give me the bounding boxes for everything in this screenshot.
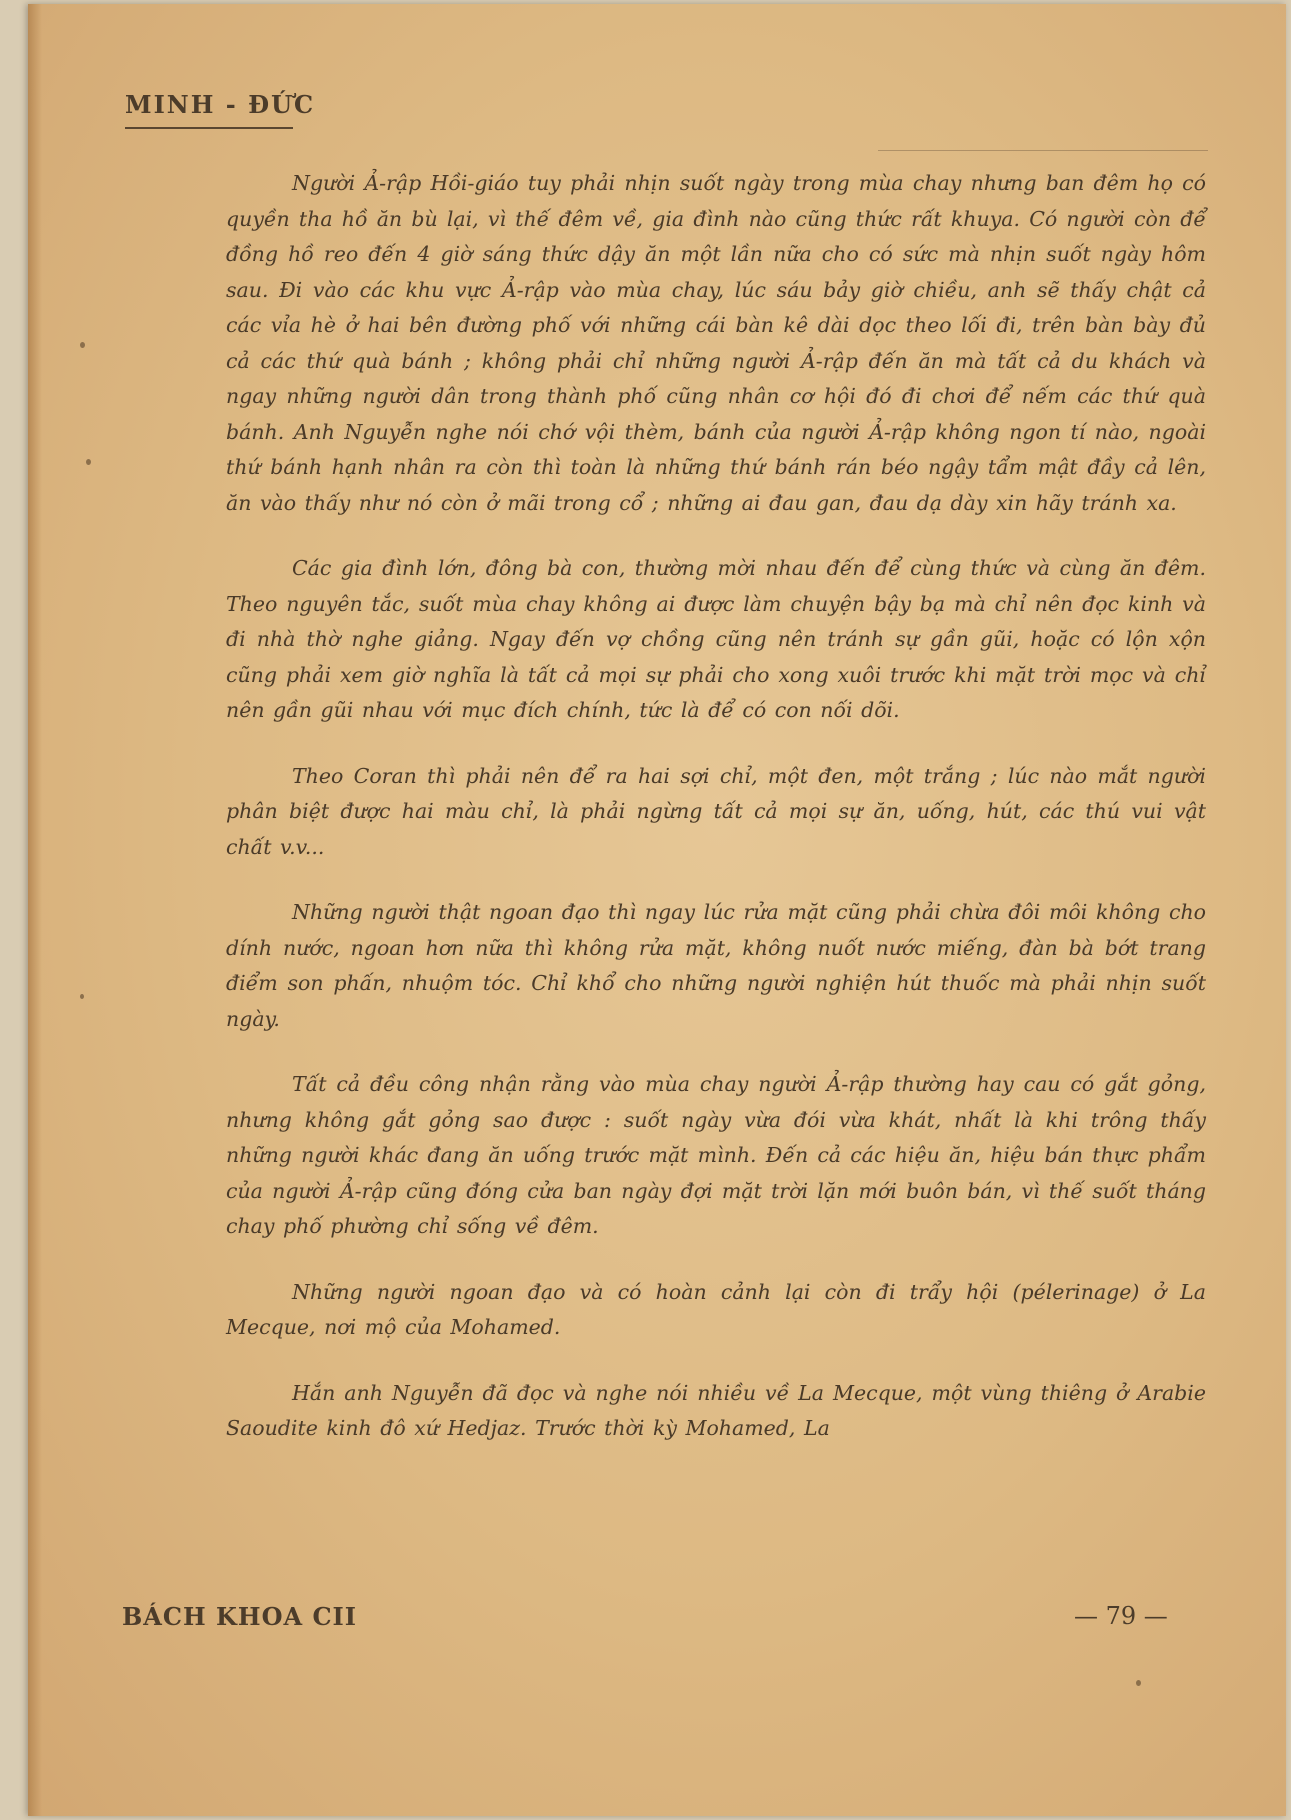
footer-page-number: — 79 — [1074, 1602, 1168, 1630]
paragraph: Người Ả-rập Hồi-giáo tuy phải nhịn suốt ngày trong mùa chay nhưng ban đêm họ có quyền tha hồ ăn bù lại, vì thế đêm về, gia đình nào cũng thức rất khuya. Có người còn để đồng hồ reo đến 4 giờ sáng thức dậy ăn một lần nữa cho có sức mà nhịn suốt ngày hôm sau. Đi vào các khu vực Ả-rập vào mùa chay, lúc sáu bảy giờ chiều, anh sẽ thấy chật cả các vỉa hè ở hai bên đường phố với những cái bàn kê dài dọc theo lối đi, trên bàn bày đủ cả các thứ quà bánh ; không phải chỉ những người Ả-rập đến ăn mà tất cả du khách và ngay những người dân trong thành phố cũng nhân cơ hội đó đi chơi để nếm các thứ quà bánh. Anh Nguyễn nghe nói chớ vội thèm, bánh của người Ả-rập không ngon tí nào, ngoài thứ bánh hạnh nhân ra còn thì toàn là những thứ bánh rán béo ngậy tẩm mật đầy cả lên, ăn vào thấy như nó còn ở mãi trong cổ ; những ai đau gan, đau dạ dày xin hãy tránh xa. [226, 171, 1206, 515]
paragraph: Hắn anh Nguyễn đã đọc và nghe nói nhiều về La Mecque, một vùng thiêng ở Arabie Saoudite kinh đô xứ Hedjaz. Trước thời kỳ Mohamed, La [226, 1380, 1206, 1440]
paragraph: Những người ngoan đạo và có hoàn cảnh lại còn đi trẩy hội (pélerinage) ở La Mecque, nơi mộ của Mohamed. [226, 1279, 1206, 1339]
paragraph: Các gia đình lớn, đông bà con, thường mời nhau đến để cùng thức và cùng ăn đêm. Theo nguyên tắc, suốt mùa chay không ai được làm chuyện bậy bạ mà chỉ nên đọc kinh và đi nhà thờ nghe giảng. Ngay đến vợ chồng cũng nên tránh sự gần gũi, hoặc có lộn xộn cũng phải xem giờ nghĩa là tất cả mọi sự phải cho xong xuôi trước khi mặt trời mọc và chỉ nên gần gũi nhau với mục đích chính, tức là để có con nối dõi. [226, 556, 1206, 722]
paragraph: Những người thật ngoan đạo thì ngay lúc rửa mặt cũng phải chừa đôi môi không cho dính nước, ngoan hơn nữa thì không rửa mặt, không nuốt nước miếng, đàn bà bớt trang điểm son phấn, nhuộm tóc. Chỉ khổ cho những người nghiện hút thuốc mà phải nhịn suốt ngày. [226, 900, 1206, 1031]
page-edge-shadow [28, 4, 42, 1816]
book-page [28, 4, 1286, 1816]
running-head-author: MINH - ĐỨC [125, 90, 316, 119]
article-body [226, 166, 1206, 1477]
paper-speck [80, 342, 85, 348]
paper-speck [1136, 1680, 1141, 1686]
footer-publication: BÁCH KHOA CII [122, 1602, 358, 1631]
paragraph: Tất cả đều công nhận rằng vào mùa chay người Ả-rập thường hay cau có gắt gỏng, nhưng không gắt gỏng sao được : suốt ngày vừa đói vừa khát, nhất là khi trông thấy những người khác đang ăn uống trước mặt mình. Đến cả các hiệu ăn, hiệu bán thực phẩm của người Ả-rập cũng đóng cửa ban ngày đợi mặt trời lặn mới buôn bán, vì thế suốt tháng chay phố phường chỉ sống về đêm. [226, 1072, 1206, 1238]
paper-speck [86, 459, 91, 465]
running-head-underline [125, 127, 293, 129]
bleed-through-rule [878, 150, 1208, 151]
paper-speck [80, 994, 84, 999]
paragraph: Theo Coran thì phải nên để ra hai sợi chỉ, một đen, một trắng ; lúc nào mắt người phân biệt được hai màu chỉ, là phải ngừng tất cả mọi sự ăn, uống, hút, các thú vui vật chất v.v... [226, 763, 1206, 859]
